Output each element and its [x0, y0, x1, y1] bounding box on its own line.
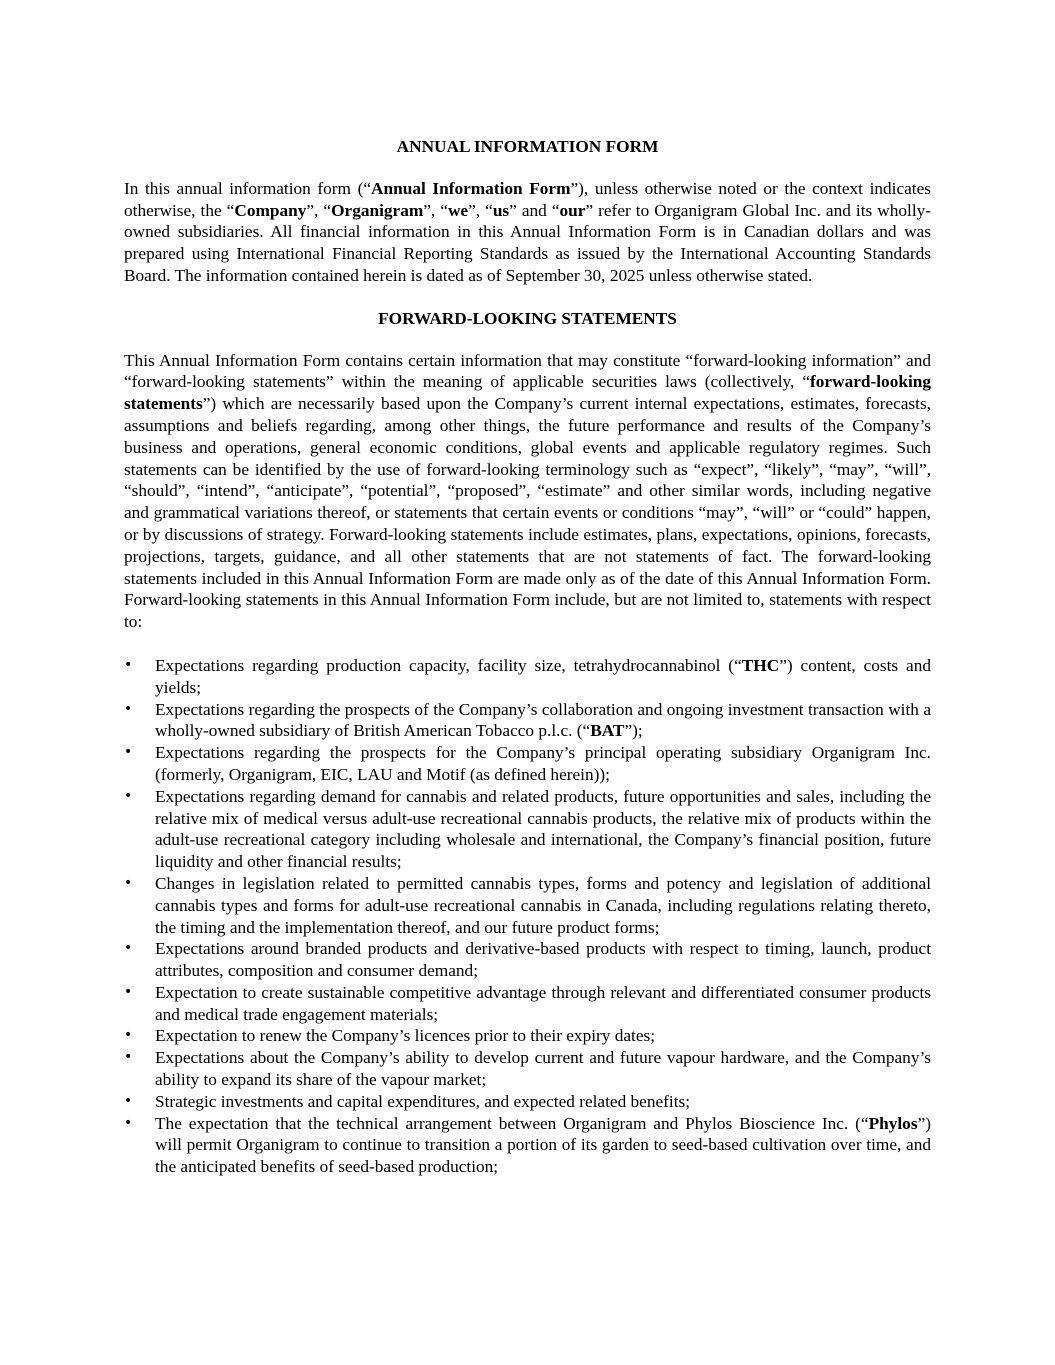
text-run: ”) which are necessarily based upon the Company’s current internal expectations, estimates, forecasts, assumptions and beliefs regarding, among other things, the future performance and results of the Company’s business and operations, general economic conditions, global events and applicable regulatory regimes. Such statements can be identified by the use of forward-looking terminology such as “expect”, “likely”, “may”, “will”, “should”, “intend”, “anticipate”, “potential”, “proposed”, “estimate” and other similar words, including negative and grammatical variations thereof, or statements that certain events or conditions “may”, “will” or “could” happen, or by discussions of strategy. Forward-looking statements include estimates, plans, expectations, opinions, forecasts, projections, targets, guidance, and all other statements that are not statements of fact. The forward-looking statements included in this Annual Information Form are made only as of the date of this Annual Information Form. Forward-looking statements in this Annual Information Form include, but are not limited to, statements with respect to: [124, 394, 931, 632]
bullet-icon: • [124, 787, 133, 804]
defined-term-us: us [492, 200, 510, 220]
text-run: ”, “ [468, 200, 493, 220]
text-run: ”); [624, 721, 643, 741]
text-run: Expectation to renew the Company’s licences prior to their expiry dates; [155, 1026, 656, 1046]
bullet-icon: • [124, 1092, 133, 1109]
text-run: Expectations regarding the prospects for the Company’s principal operating subsidiary Organigram Inc. (formerly, Organigram, EIC, LAU and Motif (as defined herein)); [155, 743, 931, 784]
defined-term-thc: THC [741, 655, 780, 675]
list-item [124, 982, 931, 1026]
list-item [124, 873, 931, 938]
bullet-icon: • [124, 874, 133, 891]
text-run: Expectation to create sustainable competitive advantage through relevant and differentiated consumer products and medical trade engagement materials; [155, 982, 931, 1024]
text-run: Changes in legislation related to permitted cannabis types, forms and potency and legislation of additional cannabis types and forms for adult-use recreational cannabis in Canada, including regulations relating thereto, the timing and the implementation thereof, and our future product forms; [155, 873, 931, 937]
text-run: ” and “ [509, 200, 560, 220]
defined-term-annual-information-form: Annual Information Form [371, 178, 571, 198]
defined-term-forward-looking-statements: forward-looking statements [124, 372, 931, 414]
document-page [124, 136, 931, 1178]
bullet-icon: • [124, 744, 133, 761]
forward-looking-bullet-list [124, 655, 931, 1178]
defined-term-we: we [447, 200, 469, 220]
intro-paragraph [124, 178, 931, 287]
list-item [124, 938, 931, 982]
text-run: ”) will permit Organigram to continue to transition a portion of its garden to seed-based cultivation over time, and the anticipated benefits of seed-based production; [155, 1113, 931, 1177]
text-run: Expectations about the Company’s ability to develop current and future vapour hardware, and the Company’s ability to expand its share of the vapour market; [155, 1048, 931, 1090]
bullet-icon: • [124, 983, 133, 1000]
text-run: ”, “ [306, 200, 332, 220]
defined-term-phylos: Phylos [868, 1113, 918, 1133]
defined-term-bat: BAT [590, 721, 625, 741]
bullet-icon: • [124, 1114, 133, 1131]
text-run: The expectation that the technical arrangement between Organigram and Phylos Bioscience Inc. (“ [155, 1113, 869, 1133]
list-item [124, 699, 931, 743]
list-item [124, 1047, 931, 1091]
list-item [124, 786, 931, 873]
defined-term-organigram: Organigram [331, 200, 424, 220]
text-run: Expectations regarding the prospects of the Company’s collaboration and ongoing investment transaction with a wholly-owned subsidiary of British American Tobacco p.l.c. (“ [155, 699, 931, 741]
text-run: ” refer to Organigram Global Inc. and its wholly-owned subsidiaries. All financial information in this Annual Information Form is in Canadian dollars and was prepared using International Financial Reporting Standards as issued by the International Accounting Standards Board. The information contained herein is dated as of September 30, 2025 unless otherwise stated. [124, 200, 932, 285]
text-run: ”, “ [423, 200, 448, 220]
text-run: Expectations regarding demand for cannabis and related products, future opportunities and sales, including the relative mix of medical versus adult-use recreational cannabis products, the relative mix of products within the adult-use recreational category including wholesale and international, the Company’s financial position, future liquidity and other financial results; [155, 786, 931, 872]
text-run: This Annual Information Form contains certain information that may constitute “forward-looking information” and “forward-looking statements” within the meaning of applicable securities laws (collectively, “ [124, 350, 931, 392]
text-run: ”) content, costs and yields; [155, 655, 932, 697]
list-item [124, 1025, 931, 1047]
text-run: Expectations regarding production capacity, facility size, tetrahydrocannabinol (“ [155, 655, 742, 675]
text-run: ”), unless otherwise noted or the context indicates otherwise, the “ [124, 178, 932, 220]
bullet-icon: • [124, 1027, 133, 1044]
text-run: In this annual information form (“ [124, 178, 372, 198]
defined-term-our: our [559, 200, 586, 220]
forward-looking-paragraph [124, 350, 931, 633]
text-run: Expectations around branded products and derivative-based products with respect to timing, launch, product attributes, composition and consumer demand; [155, 939, 931, 981]
list-item [124, 655, 931, 699]
defined-term-company: Company [234, 200, 307, 220]
bullet-icon: • [124, 656, 133, 673]
bullet-icon: • [124, 1049, 133, 1066]
list-item [124, 1113, 931, 1178]
list-item [124, 742, 931, 786]
list-item [124, 1091, 931, 1113]
bullet-icon: • [124, 940, 133, 957]
section-heading-forward-looking-statements: FORWARD-LOOKING STATEMENTS [378, 308, 677, 328]
text-run: Strategic investments and capital expenditures, and expected related benefits; [155, 1091, 691, 1111]
section-heading-annual-information-form: ANNUAL INFORMATION FORM [396, 137, 659, 156]
bullet-icon: • [124, 700, 133, 717]
